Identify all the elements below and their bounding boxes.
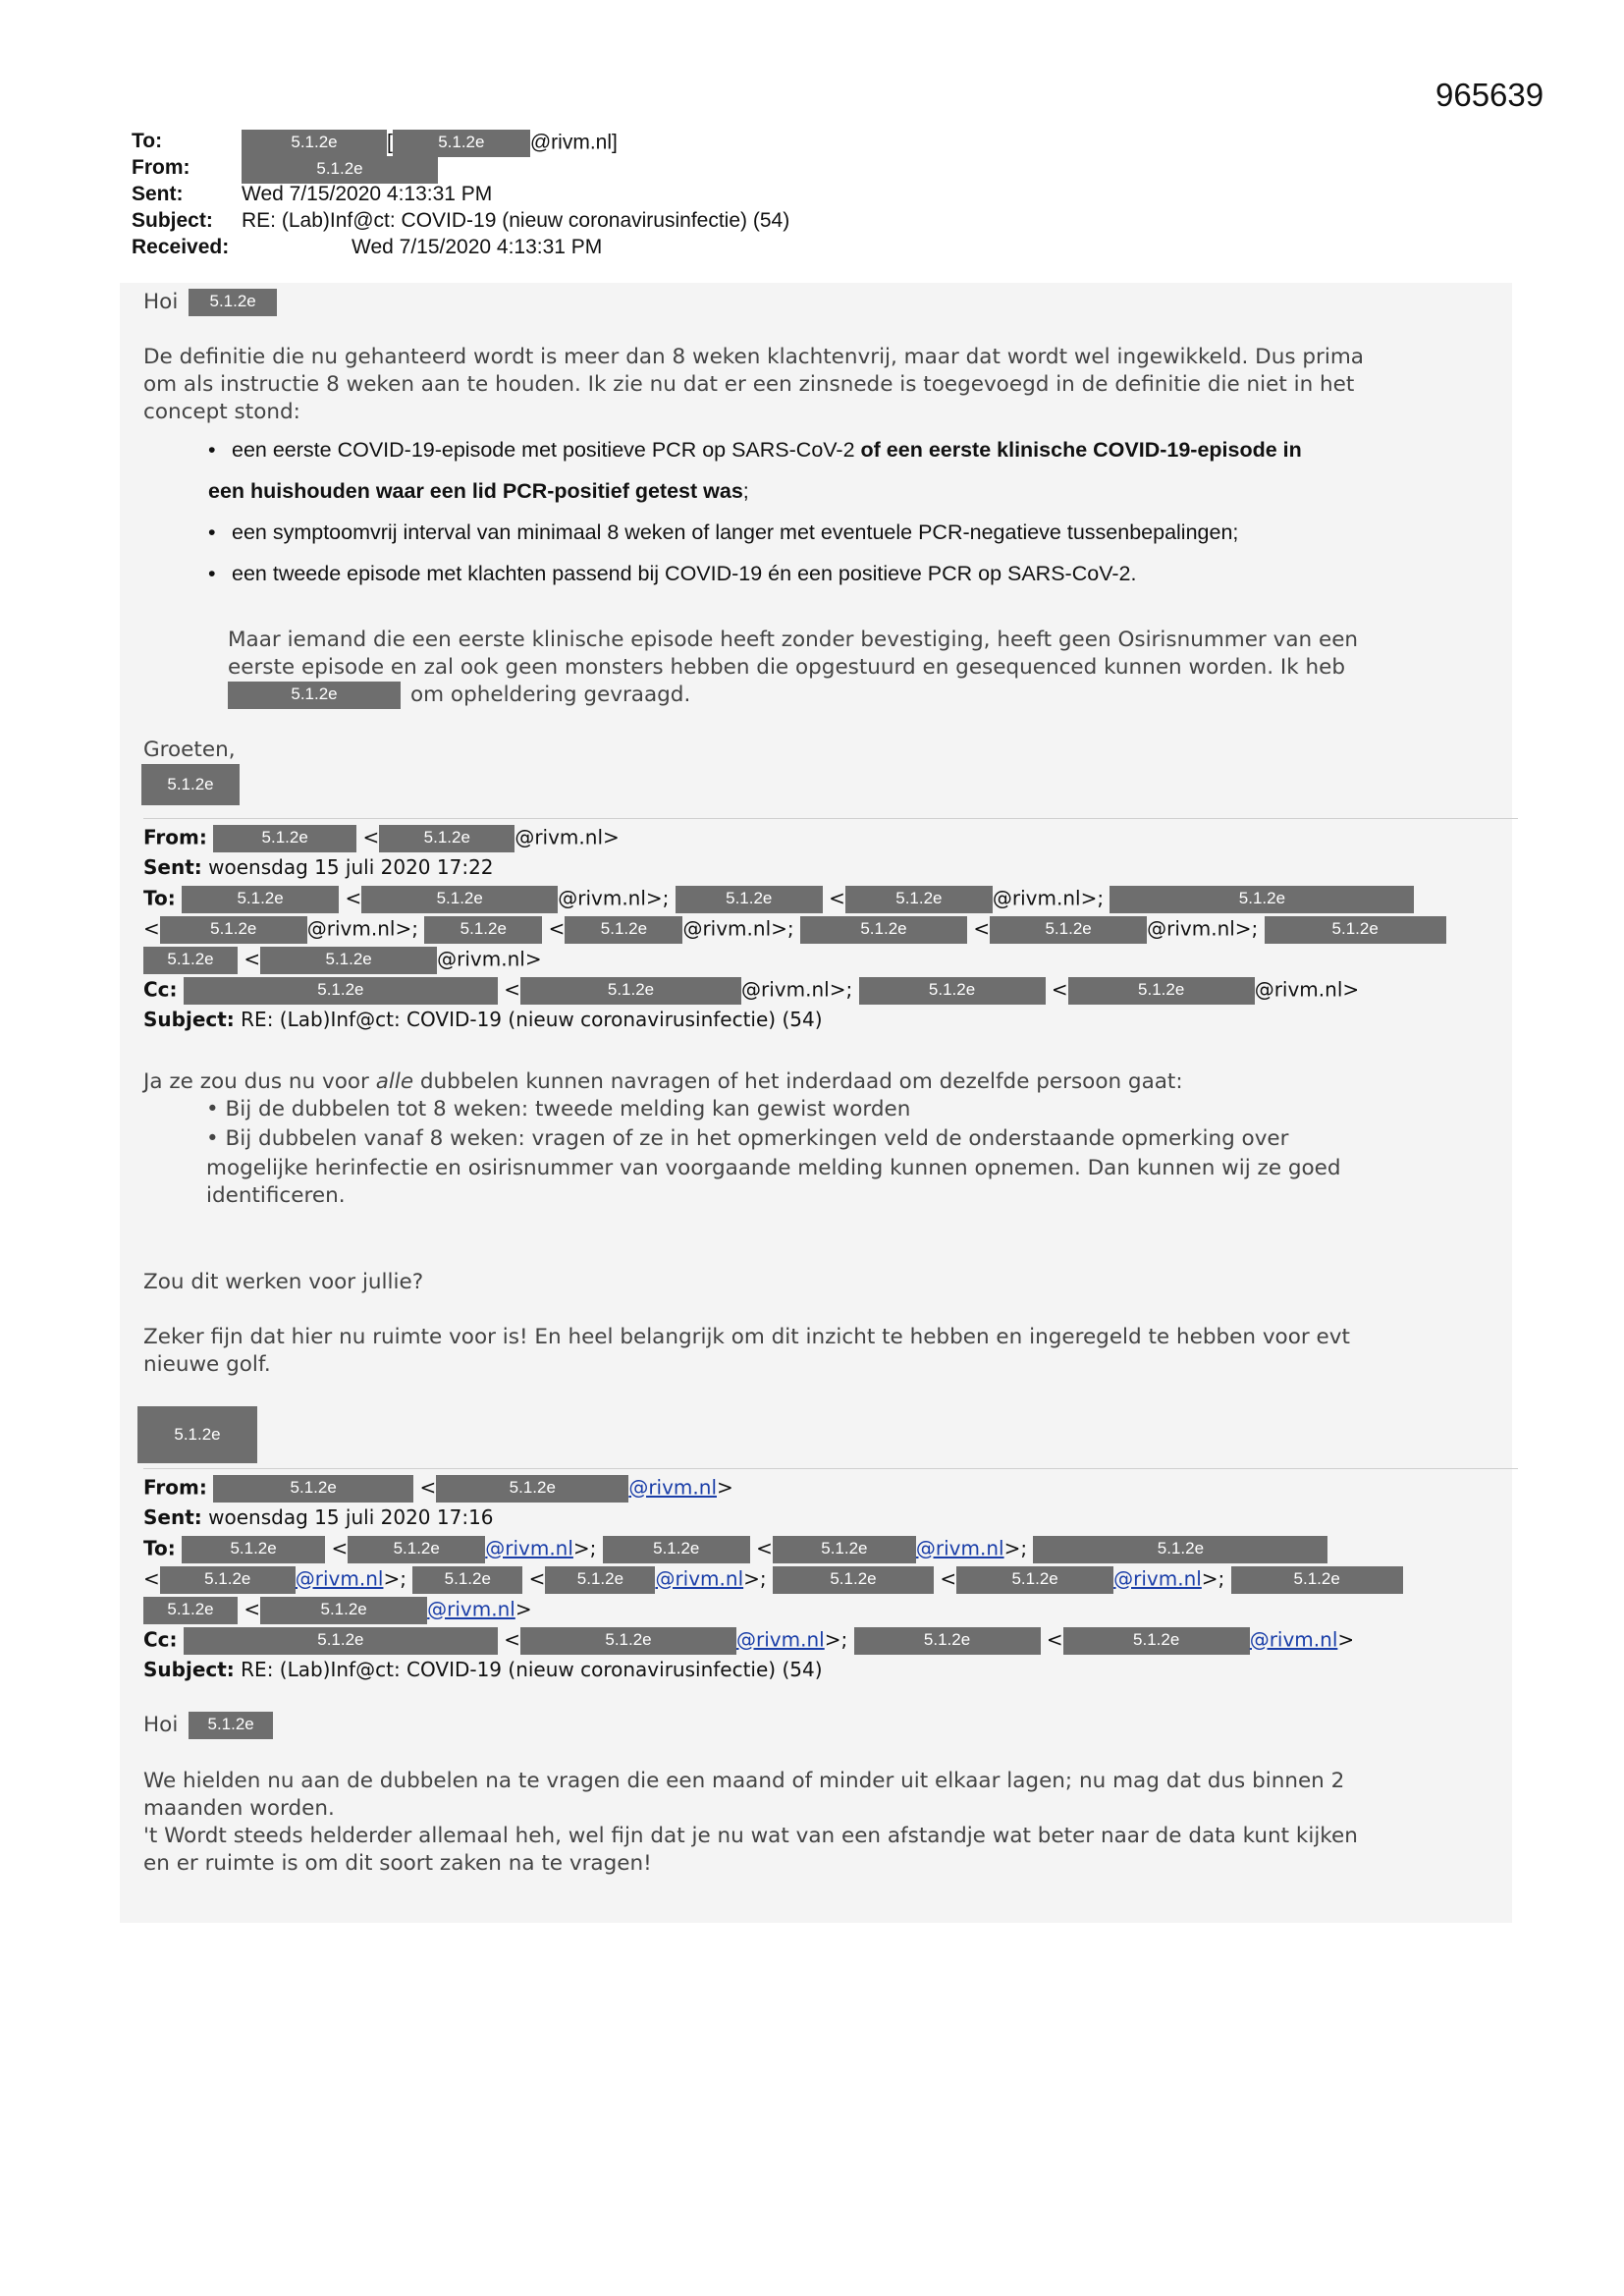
redaction: 5.1.2e bbox=[137, 1406, 257, 1463]
bullet-icon: • bbox=[208, 438, 216, 462]
msg2-from-row: From: 5.1.2e < 5.1.2e @rivm.nl> bbox=[143, 825, 620, 852]
redaction: 5.1.2e bbox=[1265, 916, 1446, 944]
to-bracket: [ bbox=[387, 131, 393, 154]
redaction: 5.1.2e bbox=[1063, 1627, 1250, 1655]
redaction: 5.1.2e bbox=[854, 1627, 1041, 1655]
redaction: 5.1.2e bbox=[242, 130, 387, 157]
received-label: Received: bbox=[132, 236, 230, 258]
msg3-to-row: To: 5.1.2e < 5.1.2e @rivm.nl>; 5.1.2e < 5.1.2e @rivm.nl>; 5.1.2e bbox=[143, 1536, 1327, 1563]
redaction: 5.1.2e bbox=[184, 1627, 498, 1655]
email-link[interactable]: @rivm.nl bbox=[915, 1536, 1004, 1560]
bullet-icon: • bbox=[208, 520, 216, 544]
redaction: 5.1.2e bbox=[182, 1536, 325, 1563]
msg3-cc-row: Cc: 5.1.2e < 5.1.2e @rivm.nl>; 5.1.2e < 5.1.2e @rivm.nl> bbox=[143, 1627, 1354, 1655]
msg2-intro: Ja ze zou dus nu voor alle dubbelen kunnen navragen of het inderdaad om dezelfde persoon gaat: bbox=[143, 1069, 1183, 1094]
redaction: 5.1.2e bbox=[260, 1597, 427, 1624]
received-value: Wed 7/15/2020 4:13:31 PM bbox=[352, 236, 603, 258]
redaction: 5.1.2e bbox=[436, 1475, 628, 1503]
definition-bullet-3: • een tweede episode met klachten passend bij COVID-19 én een positieve PCR op SARS-CoV-2. bbox=[208, 562, 1137, 585]
email-body bbox=[120, 283, 1512, 1923]
redaction: 5.1.2e bbox=[189, 289, 277, 316]
msg3-to-row-2: < 5.1.2e @rivm.nl>; 5.1.2e < 5.1.2e @rivm.nl>; 5.1.2e < 5.1.2e @rivm.nl>; 5.1.2e bbox=[143, 1566, 1403, 1594]
msg2-cc-row: Cc: 5.1.2e < 5.1.2e @rivm.nl>; 5.1.2e < 5.1.2e @rivm.nl> bbox=[143, 977, 1359, 1005]
divider bbox=[143, 1468, 1518, 1469]
redaction: 5.1.2e bbox=[1033, 1536, 1327, 1563]
redaction: 5.1.2e bbox=[260, 947, 437, 974]
redaction: 5.1.2e bbox=[379, 825, 514, 852]
document-id: 965639 bbox=[1435, 77, 1544, 113]
redaction: 5.1.2e bbox=[1110, 886, 1414, 913]
msg2-to-row-2: < 5.1.2e @rivm.nl>; 5.1.2e < 5.1.2e @rivm.nl>; 5.1.2e < 5.1.2e @rivm.nl>; 5.1.2e bbox=[143, 916, 1446, 944]
msg2-subject-row: Subject: RE: (Lab)Inf@ct: COVID-19 (nieuw coronavirusinfectie) (54) bbox=[143, 1008, 823, 1031]
msg2-sent-row: Sent: woensdag 15 juli 2020 17:22 bbox=[143, 855, 494, 879]
subject-label: Subject: bbox=[132, 209, 213, 232]
from-label: From: bbox=[132, 156, 190, 179]
redaction: 5.1.2e bbox=[184, 977, 498, 1005]
msg2-bullet-1: • Bij de dubbelen tot 8 weken: tweede melding kan gewist worden bbox=[206, 1097, 911, 1121]
to-domain: @rivm.nl] bbox=[529, 131, 618, 154]
redaction: 5.1.2e bbox=[1231, 1566, 1403, 1594]
redaction: 5.1.2e bbox=[545, 1566, 655, 1594]
msg2-paragraph: Zeker fijn dat hier nu ruimte voor is! En heel belangrijk om dit inzicht te hebben en ingeregeld te hebben voor evt nieuwe golf. bbox=[143, 1325, 1350, 1377]
redaction: 5.1.2e bbox=[845, 886, 993, 913]
msg3-greeting: Hoi 5.1.2e bbox=[143, 1712, 273, 1739]
redaction: 5.1.2e bbox=[565, 916, 682, 944]
email-link[interactable]: @rivm.nl bbox=[628, 1475, 717, 1500]
redaction: 5.1.2e bbox=[603, 1536, 750, 1563]
redaction: 5.1.2e bbox=[773, 1536, 916, 1563]
redaction: 5.1.2e bbox=[143, 1597, 238, 1624]
redaction: 5.1.2e bbox=[990, 916, 1147, 944]
redaction: 5.1.2e bbox=[228, 682, 401, 709]
redaction: 5.1.2e bbox=[800, 916, 967, 944]
email-link[interactable]: @rivm.nl bbox=[655, 1566, 744, 1591]
redaction: 5.1.2e bbox=[520, 1627, 736, 1655]
msg3-to-row-3: 5.1.2e < 5.1.2e @rivm.nl> bbox=[143, 1597, 532, 1624]
redaction: 5.1.2e bbox=[393, 130, 530, 157]
email-link[interactable]: @rivm.nl bbox=[485, 1536, 573, 1560]
redaction: 5.1.2e bbox=[182, 886, 339, 913]
email-link[interactable]: @rivm.nl bbox=[1113, 1566, 1202, 1591]
redaction: 5.1.2e bbox=[424, 916, 542, 944]
redaction: 5.1.2e bbox=[348, 1536, 485, 1563]
msg1-paragraph-2: Maar iemand die een eerste klinische episode heeft zonder bevestiging, heeft geen Osirisnummer van een eerste episode en zal ook geen monsters hebben die opgestuurd en gesequenced kunnen worden. Ik heb 5.1.2e om opheldering gevraagd. bbox=[228, 628, 1359, 707]
bullet-icon: • bbox=[208, 562, 216, 585]
email-link[interactable]: @rivm.nl bbox=[427, 1597, 515, 1621]
redaction: 5.1.2e bbox=[160, 1566, 296, 1594]
redaction: 5.1.2e bbox=[189, 1712, 273, 1739]
redaction: 5.1.2e bbox=[143, 947, 238, 974]
redaction: 5.1.2e bbox=[956, 1566, 1113, 1594]
sent-value: Wed 7/15/2020 4:13:31 PM bbox=[242, 183, 493, 205]
redaction: 5.1.2e bbox=[213, 1475, 413, 1503]
redaction: 5.1.2e bbox=[773, 1566, 934, 1594]
email-link[interactable]: @rivm.nl bbox=[1249, 1627, 1338, 1652]
redaction: 5.1.2e bbox=[141, 764, 240, 805]
msg3-sent-row: Sent: woensdag 15 juli 2020 17:16 bbox=[143, 1505, 494, 1529]
subject-value: RE: (Lab)Inf@ct: COVID-19 (nieuw coronavirusinfectie) (54) bbox=[242, 209, 790, 232]
redaction: 5.1.2e bbox=[213, 825, 356, 852]
redaction: 5.1.2e bbox=[412, 1566, 522, 1594]
redaction: 5.1.2e bbox=[1068, 977, 1255, 1005]
msg2-to-row-3: 5.1.2e < 5.1.2e @rivm.nl> bbox=[143, 947, 542, 974]
msg2-to-row: To: 5.1.2e < 5.1.2e @rivm.nl>; 5.1.2e < 5.1.2e @rivm.nl>; 5.1.2e bbox=[143, 886, 1414, 913]
msg2-question: Zou dit werken voor jullie? bbox=[143, 1270, 424, 1294]
msg1-closing: Groeten, bbox=[143, 738, 236, 762]
definition-bullet-1-cont: een huishouden waar een lid PCR-positief getest was; bbox=[208, 479, 749, 503]
redaction: 5.1.2e bbox=[859, 977, 1046, 1005]
redaction: 5.1.2e bbox=[361, 886, 558, 913]
redaction: 5.1.2e bbox=[520, 977, 741, 1005]
msg3-from-row: From: 5.1.2e < 5.1.2e @rivm.nl> bbox=[143, 1475, 733, 1503]
msg3-paragraph: We hielden nu aan de dubbelen na te vragen die een maand of minder uit elkaar lagen; nu mag dat dus binnen 2 maanden worden. 't Wordt steeds helderder allemaal heh, wel fijn dat je nu wat van een afstandje wat beter naar de data kunt kijken en er ruimte is om dit soort zaken na te vragen! bbox=[143, 1769, 1358, 1876]
msg2-signature bbox=[137, 1406, 257, 1463]
definition-bullet-2: • een symptoomvrij interval van minimaal 8 weken of langer met eventuele PCR-negatieve tussenbepalingen; bbox=[208, 520, 1239, 544]
divider bbox=[143, 818, 1518, 819]
msg1-greeting: Hoi 5.1.2e bbox=[143, 289, 277, 316]
sent-label: Sent: bbox=[132, 183, 184, 205]
msg3-subject-row: Subject: RE: (Lab)Inf@ct: COVID-19 (nieuw coronavirusinfectie) (54) bbox=[143, 1658, 823, 1681]
definition-bullet-1: • een eerste COVID-19-episode met positieve PCR op SARS-CoV-2 of een eerste klinische COVID-19-episode in bbox=[208, 438, 1302, 462]
msg2-bullet-2: • Bij dubbelen vanaf 8 weken: vragen of ze in het opmerkingen veld de onderstaande opmerking over bbox=[206, 1126, 1289, 1151]
redaction: 5.1.2e bbox=[160, 916, 307, 944]
email-link[interactable]: @rivm.nl bbox=[736, 1627, 825, 1652]
msg1-signature bbox=[141, 764, 240, 805]
msg1-paragraph: De definitie die nu gehanteerd wordt is meer dan 8 weken klachtenvrij, maar dat wordt wel ingewikkeld. Dus prima om als instructie 8 weken aan te houden. Ik zie nu dat er een zinsnede is toegevoegd in de definitie die niet in het concept stond: bbox=[143, 345, 1364, 424]
email-link[interactable]: @rivm.nl bbox=[295, 1566, 384, 1591]
to-label: To: bbox=[132, 130, 163, 152]
redaction: 5.1.2e bbox=[676, 886, 823, 913]
redaction: 5.1.2e bbox=[242, 156, 438, 184]
msg2-bullet-2-cont: mogelijke herinfectie en osirisnummer van voorgaande melding kunnen opnemen. Dan kunnen wij ze goed identificeren. bbox=[206, 1156, 1341, 1208]
